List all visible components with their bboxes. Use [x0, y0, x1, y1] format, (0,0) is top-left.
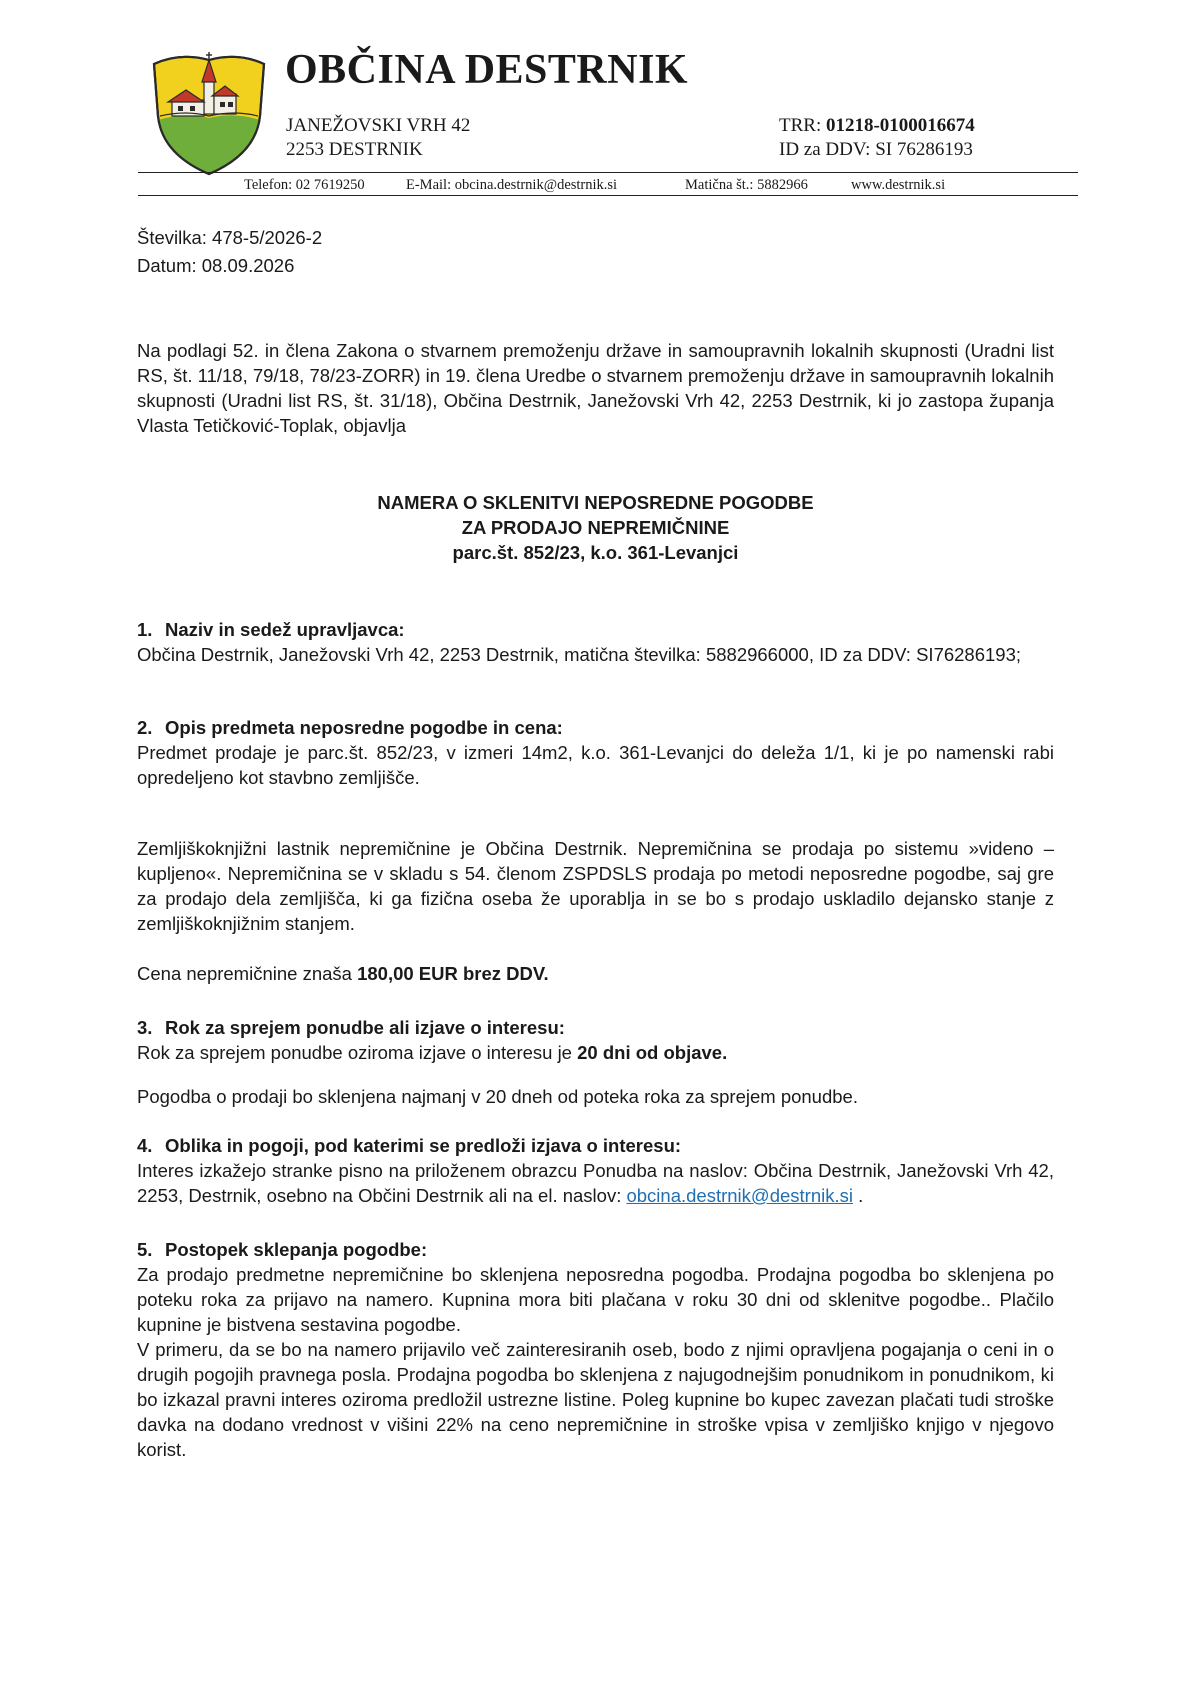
section-2-text: Predmet prodaje je parc.št. 852/23, v izmeri 14m2, k.o. 361-Levanjci do deleža 1/1, ki je po namenski rabi opredeljeno kot stavbno zemljišče.: [137, 742, 1054, 788]
title-line-1: NAMERA O SKLENITVI NEPOSREDNE POGODBE: [377, 492, 814, 513]
header-divider-bottom: [138, 195, 1078, 196]
contact-registry-number: Matična št.: 5882966: [685, 177, 808, 193]
contact-phone: Telefon: 02 7619250: [244, 177, 365, 193]
contact-row: [244, 177, 945, 194]
section-3-contract-term: Pogodba o prodaji bo sklenjena najmanj v 20 dneh od poteka roka za sprejem ponudbe.: [137, 1086, 858, 1107]
bank-details: [779, 114, 975, 162]
trr-line: [779, 114, 975, 138]
document-number: Številka: 478-5/2026-2: [137, 227, 323, 248]
title-line-3: parc.št. 852/23, k.o. 361-Levanjci: [452, 542, 739, 563]
title-line-2: ZA PRODAJO NEPREMIČNINE: [461, 517, 730, 538]
trr-label: TRR:: [779, 115, 826, 136]
section-2-price: Cena nepremičnine znaša 180,00 EUR brez DDV.: [137, 963, 549, 984]
vat-line: ID za DDV: SI 76286193: [779, 139, 973, 160]
section-3-heading: 3. Rok za sprejem ponudbe ali izjave o interesu:: [137, 1017, 565, 1038]
address-city: 2253 DESTRNIK: [286, 139, 423, 160]
trr-value: 01218-0100016674: [825, 115, 975, 136]
section-1-text: Občina Destrnik, Janežovski Vrh 42, 2253 Destrnik, matična številka: 5882966000, ID za DDV: SI76286193;: [137, 644, 1022, 665]
document-date: Datum: 08.09.2026: [137, 255, 295, 276]
section-3-text: Rok za sprejem ponudbe oziroma izjave o interesu je 20 dni od objave.: [137, 1042, 728, 1063]
section-5-text: Za prodajo predmetne nepremičnine bo sklenjena neposredna pogodba. Prodajna pogodba bo sklenjena po poteku roka za prijavo na namero. Kupnina mora biti plačana v roku 30 dni od sklenitve pogodbe.. Plačilo kupnine je bistvena sestavina pogodbe.: [137, 1264, 1054, 1335]
section-5-text-2: V primeru, da se bo na namero prijavilo več zainteresiranih oseb, bodo z njimi opravljena pogajanja o ceni in o drugih pogojih pravnega posla. Prodajna pogodba bo sklenjena z najugodnejšim ponudnikom in ponudnikom, ki bo izkazal pravni interes oziroma predložil ustrezne listine. Poleg kupnine bo kupec zavezan plačati tudi stroške davka na dodano vrednost v višini 22% na ceno nepremičnine in stroške vpisa v zemljiško knjigo v njegovo korist.: [137, 1339, 1054, 1460]
organization-address: [286, 114, 470, 162]
section-1: [137, 617, 1054, 667]
email-link[interactable]: obcina.destrnik@destrnik.si: [626, 1185, 853, 1206]
price-value: 180,00 EUR brez DDV.: [357, 963, 549, 984]
section-4: [137, 1133, 1054, 1208]
section-5: [137, 1237, 1054, 1462]
section-3: [137, 1015, 1054, 1065]
section-5-heading: 5. Postopek sklepanja pogodbe:: [137, 1239, 428, 1260]
document-title: [137, 490, 1054, 565]
intro-paragraph: Na podlagi 52. in člena Zakona o stvarnem premoženju države in samoupravnih lokalnih skupnosti (Uradni list RS, št. 11/18, 79/18, 78/23-ZORR) in 19. člena Uredbe o stvarnem premoženju države in samoupravnih lokalnih skupnosti (Uradni list RS, št. 31/18), Občina Destrnik, Janežovski Vrh 42, 2253 Destrnik, ki jo zastopa županja Vlasta Tetičković-Toplak, objavlja: [137, 340, 1054, 436]
address-street: JANEŽOVSKI VRH 42: [286, 115, 471, 136]
organization-name: OBČINA DESTRNIK: [285, 47, 689, 93]
section-2-ownership-paragraph: Zemljiškoknjižni lastnik nepremičnine je Občina Destrnik. Nepremičnina se prodaja po sistemu »videno – kupljeno«. Nepremičnina se v skladu s 54. členom ZSPDSLS prodaja po metodi neposredne pogodbe, saj gre za prodajo dela zemljišča, ki ga fizična oseba že uporablja in se bo s prodajo uskladilo dejansko stanje z zemljiškoknjižnim stanjem.: [137, 838, 1054, 934]
section-2: [137, 715, 1054, 790]
section-4-heading: 4. Oblika in pogoji, pod katerimi se predloži izjava o interesu:: [137, 1135, 682, 1156]
section-1-heading: 1. Naziv in sedež upravljavca:: [137, 619, 405, 640]
header-divider-top: [138, 172, 1078, 173]
document-meta: [137, 224, 322, 280]
section-4-text: Interes izkažejo stranke pisno na priloženem obrazcu Ponudba na naslov: Občina Destrnik, Janežovski Vrh 42, 2253, Destrnik, osebno na Občini Destrnik ali na el. naslov: obcina.destrnik@destrnik.si .: [137, 1160, 1054, 1206]
contact-email: E-Mail: obcina.destrnik@destrnik.si: [406, 177, 618, 193]
contact-website: www.destrnik.si: [851, 177, 946, 193]
municipality-coat-of-arms-icon: [146, 46, 272, 178]
section-2-heading: 2. Opis predmeta neposredne pogodbe in cena:: [137, 717, 563, 738]
